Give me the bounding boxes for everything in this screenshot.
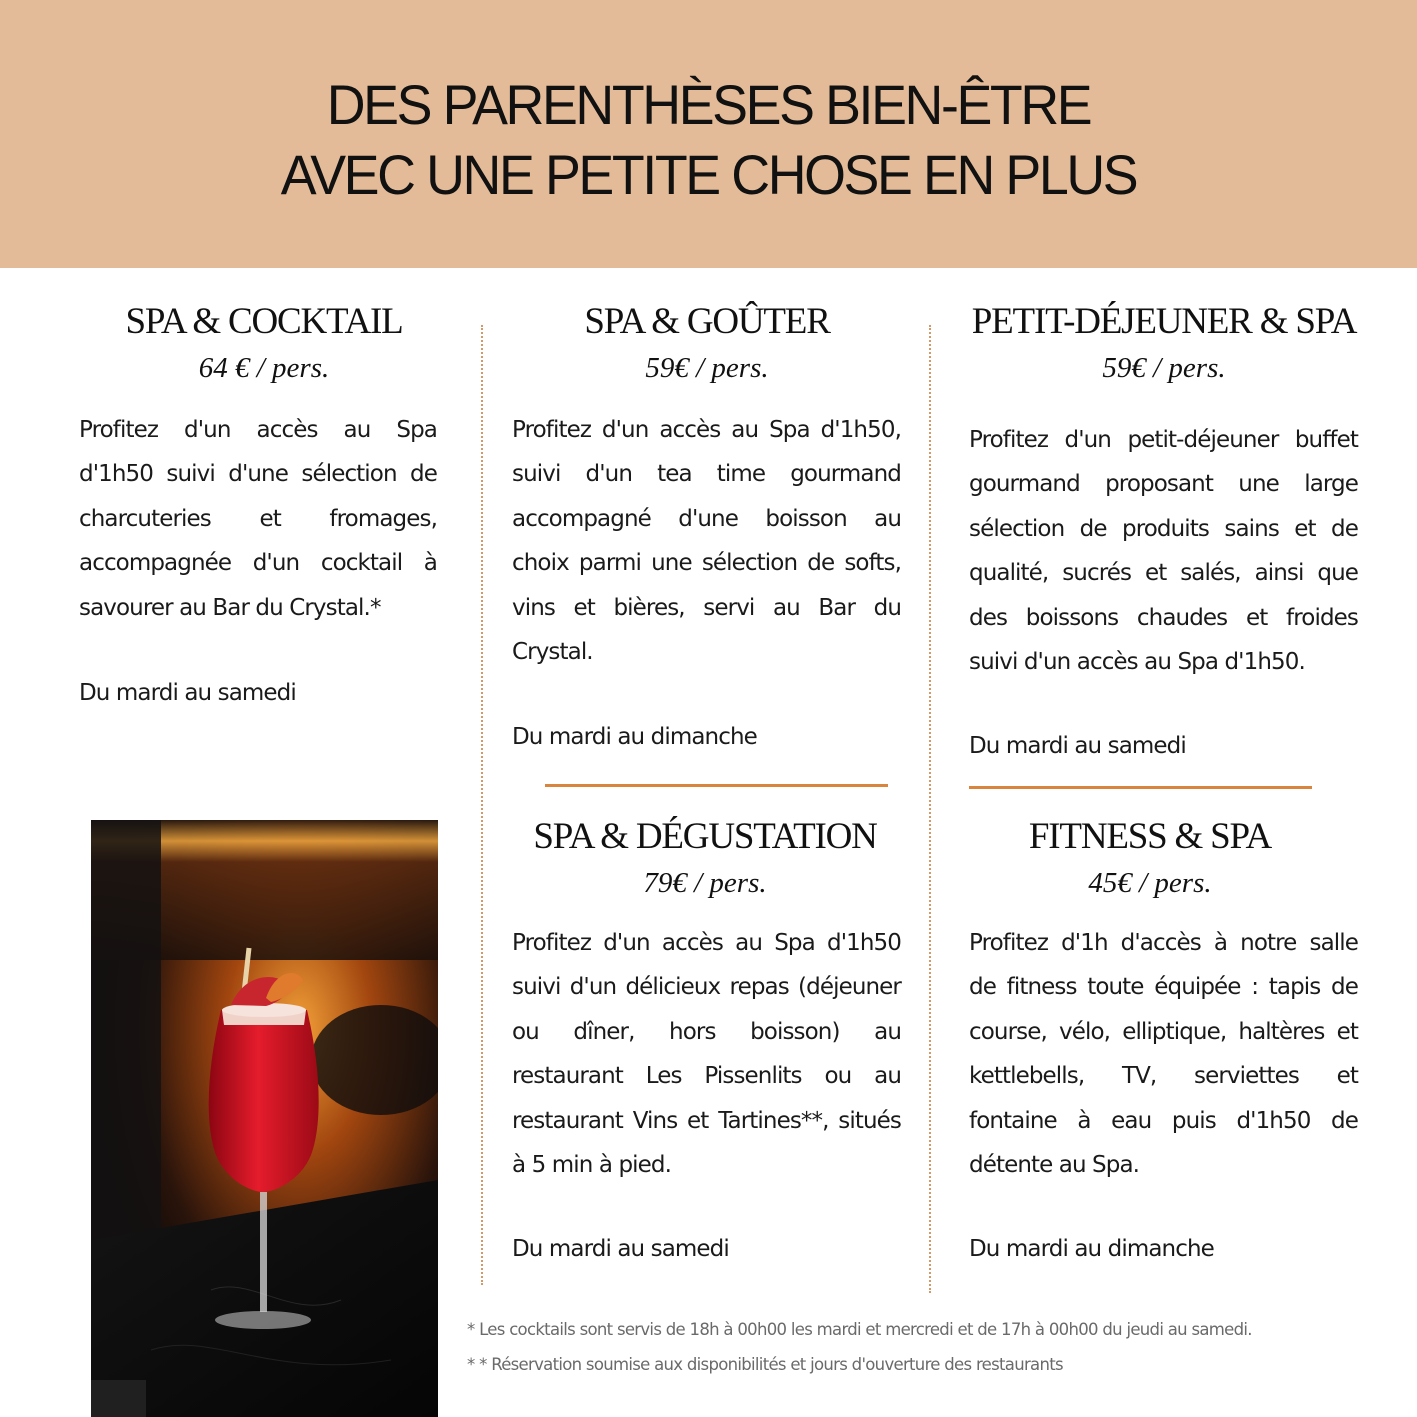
offer-days: Du mardi au dimanche [969, 1236, 1214, 1262]
footnote-cocktails: * Les cocktails sont servis de 18h à 00h00 les mardi et mercredi et de 17h à 00h00 du jeudi au samedi. [467, 1320, 1252, 1339]
offer-title: PETIT-DÉJEUNER & SPA [971, 301, 1357, 342]
column-divider-right [929, 325, 931, 1293]
offer-description: Profitez d'un petit-déjeuner buffet gourmand proposant une large sélection de produits sains et de qualité, sucrés et salés, ainsi que des boissons chaudes et froides suivi d'un accès au Spa d'1h50. [969, 427, 1358, 676]
offer-description: Profitez d'un accès au Spa d'1h50 suivi d'une sélection de charcuteries et fromages, accompagnée d'un cocktail à savourer au Bar du Crystal.* [79, 417, 437, 621]
offer-title: SPA & DÉGUSTATION [533, 816, 877, 857]
section-rule-middle [545, 784, 888, 787]
headline-line-2: AVEC UNE PETITE CHOSE EN PLUS [280, 143, 1137, 206]
offer-description: Profitez d'1h d'accès à notre salle de fitness toute équipée : tapis de course, vélo, elliptique, haltères et kettlebells, TV, serviettes et fontaine à eau puis d'1h50 de détente au Spa. [969, 930, 1358, 1179]
offer-price: 45€ / pers. [1088, 867, 1212, 899]
offer-title: SPA & GOÛTER [584, 301, 830, 342]
offer-price: 79€ / pers. [643, 867, 767, 899]
section-rule-right [969, 786, 1312, 789]
offer-price: 59€ / pers. [1102, 352, 1226, 384]
offer-price: 64 € / pers. [198, 352, 330, 384]
offer-title: FITNESS & SPA [1028, 816, 1272, 857]
offer-days: Du mardi au dimanche [512, 724, 757, 750]
offer-days: Du mardi au samedi [79, 680, 296, 706]
offer-price: 59€ / pers. [645, 352, 769, 384]
header-banner [0, 0, 1417, 268]
offer-title: SPA & COCKTAIL [125, 301, 403, 342]
offer-description: Profitez d'un accès au Spa d'1h50, suivi d'un tea time gourmand accompagné d'une boisson au choix parmi une sélection de softs, vins et bières, servi au Bar du Crystal. [512, 417, 901, 666]
offer-days: Du mardi au samedi [512, 1236, 729, 1262]
offer-days: Du mardi au samedi [969, 733, 1186, 759]
headline-line-1: DES PARENTHÈSES BIEN-ÊTRE [326, 73, 1091, 136]
cocktail-photo [91, 820, 438, 1417]
column-divider-left [481, 325, 483, 1285]
offer-description: Profitez d'un accès au Spa d'1h50 suivi d'un délicieux repas (déjeuner ou dîner, hors boisson) au restaurant Les Pissenlits ou au restaurant Vins et Tartines**, situés à 5 min à pied. [512, 930, 901, 1179]
footnote-reservation: * * Réservation soumise aux disponibilités et jours d'ouverture des restaurants [467, 1355, 1063, 1374]
